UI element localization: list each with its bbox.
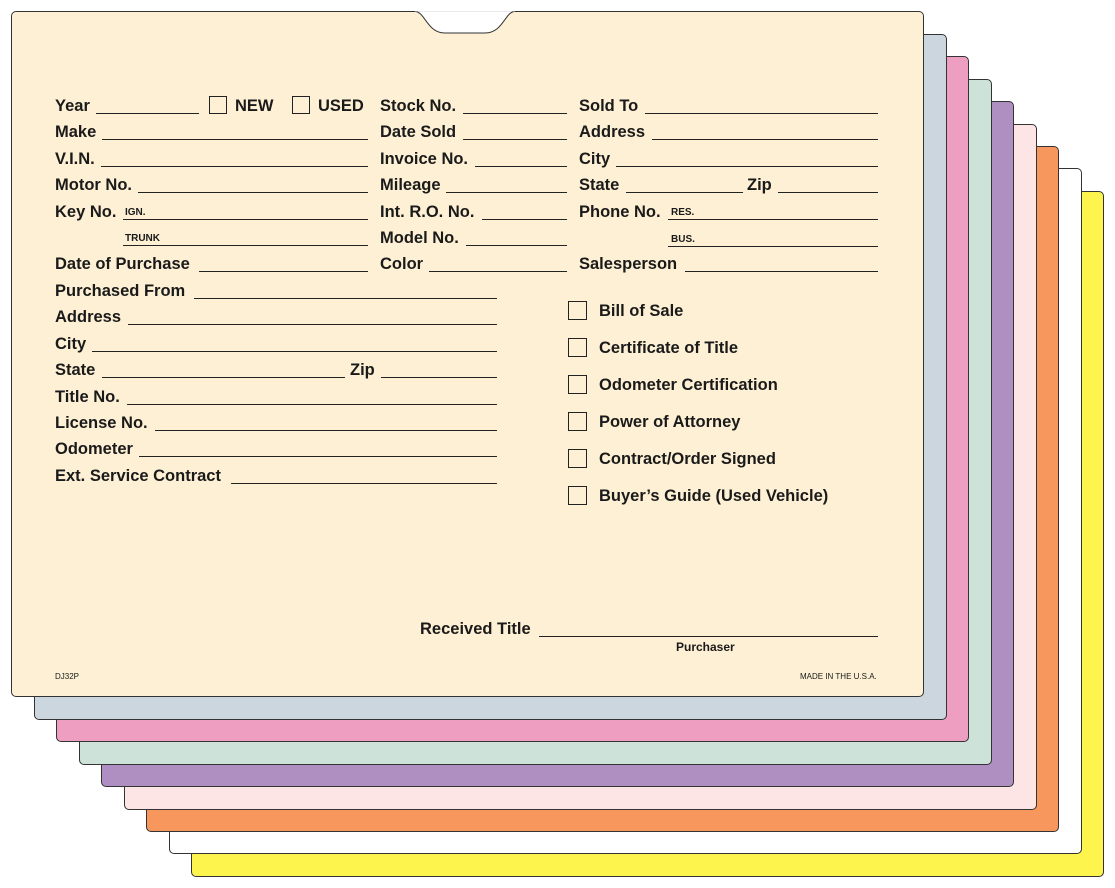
stock-no-field[interactable] — [463, 113, 567, 114]
received-title-label: Received Title — [420, 620, 531, 638]
color-label: Color — [380, 255, 424, 273]
buyer-state-field[interactable] — [626, 192, 743, 193]
ext-service-contract-label: Ext. Service Contract — [55, 467, 221, 485]
year-label: Year — [55, 97, 90, 115]
purchase-address-field[interactable] — [128, 324, 497, 325]
phone-bus-field[interactable] — [668, 246, 878, 247]
purchase-state-field[interactable] — [102, 377, 345, 378]
make-label: Make — [55, 123, 97, 141]
buyer-address-label: Address — [579, 123, 646, 141]
certificate-of-title-checkbox[interactable] — [568, 338, 587, 357]
form-code: DJ32P — [55, 672, 80, 681]
phone-no-label: Phone No. — [579, 203, 661, 221]
odometer-field[interactable] — [139, 456, 497, 457]
certificate-of-title-label: Certificate of Title — [599, 339, 739, 357]
color-field[interactable] — [429, 271, 567, 272]
received-title-field[interactable] — [539, 636, 878, 637]
sold-to-field[interactable] — [645, 113, 878, 114]
sold-to-label: Sold To — [579, 97, 639, 115]
mileage-label: Mileage — [380, 176, 441, 194]
buyers-guide-label: Buyer’s Guide (Used Vehicle) — [599, 487, 829, 505]
invoice-no-label: Invoice No. — [380, 150, 469, 168]
stock-no-label: Stock No. — [380, 97, 457, 115]
contract-order-signed-checkbox[interactable] — [568, 449, 587, 468]
int-ro-no-field[interactable] — [482, 219, 567, 220]
ign-label: IGN. — [125, 207, 146, 218]
purchase-zip-field[interactable] — [381, 377, 497, 378]
made-in-usa: MADE IN THE U.S.A. — [800, 672, 877, 681]
key-trunk-field[interactable] — [123, 245, 368, 246]
motor-no-label: Motor No. — [55, 176, 132, 194]
used-label: USED — [318, 97, 364, 115]
date-sold-label: Date Sold — [380, 123, 457, 141]
salesperson-label: Salesperson — [579, 255, 678, 273]
trunk-label: TRUNK — [125, 233, 160, 244]
ext-service-contract-field[interactable] — [231, 483, 497, 484]
salesperson-field[interactable] — [685, 271, 878, 272]
int-ro-no-label: Int. R.O. No. — [380, 203, 475, 221]
model-no-field[interactable] — [466, 245, 567, 246]
purchase-address-label: Address — [55, 308, 122, 326]
license-no-label: License No. — [55, 414, 148, 432]
model-no-label: Model No. — [380, 229, 459, 247]
buyer-address-field[interactable] — [652, 139, 878, 140]
date-sold-field[interactable] — [463, 139, 567, 140]
used-checkbox[interactable] — [292, 96, 310, 114]
purchased-from-label: Purchased From — [55, 282, 186, 300]
power-of-attorney-checkbox[interactable] — [568, 412, 587, 431]
buyer-zip-label: Zip — [747, 176, 772, 194]
date-of-purchase-label: Date of Purchase — [55, 255, 190, 273]
purchaser-label: Purchaser — [676, 640, 735, 654]
odometer-label: Odometer — [55, 440, 133, 458]
buyer-city-label: City — [579, 150, 611, 168]
purchase-state-label: State — [55, 361, 96, 379]
phone-res-field[interactable] — [668, 219, 878, 220]
new-label: NEW — [235, 97, 274, 115]
bus-label: BUS. — [671, 234, 695, 245]
power-of-attorney-label: Power of Attorney — [599, 413, 741, 431]
folder-notch — [415, 11, 515, 39]
make-field[interactable] — [102, 139, 368, 140]
bill-of-sale-checkbox[interactable] — [568, 301, 587, 320]
odometer-certification-checkbox[interactable] — [568, 375, 587, 394]
buyers-guide-checkbox[interactable] — [568, 486, 587, 505]
purchased-from-field[interactable] — [194, 298, 497, 299]
key-ign-field[interactable] — [123, 219, 368, 220]
invoice-no-field[interactable] — [475, 166, 567, 167]
license-no-field[interactable] — [155, 430, 497, 431]
vin-label: V.I.N. — [55, 150, 95, 168]
bill-of-sale-label: Bill of Sale — [599, 302, 684, 320]
purchase-city-label: City — [55, 335, 87, 353]
buyer-zip-field[interactable] — [778, 192, 878, 193]
purchase-city-field[interactable] — [92, 351, 497, 352]
contract-order-signed-label: Contract/Order Signed — [599, 450, 776, 468]
buyer-state-label: State — [579, 176, 620, 194]
date-of-purchase-field[interactable] — [199, 271, 368, 272]
mileage-field[interactable] — [446, 192, 567, 193]
key-no-label: Key No. — [55, 203, 117, 221]
year-field[interactable] — [96, 113, 199, 114]
deal-jacket-form — [11, 11, 924, 697]
motor-no-field[interactable] — [138, 192, 368, 193]
vin-field[interactable] — [101, 166, 368, 167]
title-no-field[interactable] — [127, 404, 497, 405]
res-label: RES. — [671, 207, 695, 218]
purchase-zip-label: Zip — [350, 361, 375, 379]
buyer-city-field[interactable] — [616, 166, 878, 167]
new-checkbox[interactable] — [209, 96, 227, 114]
title-no-label: Title No. — [55, 388, 120, 406]
odometer-certification-label: Odometer Certification — [599, 376, 778, 394]
